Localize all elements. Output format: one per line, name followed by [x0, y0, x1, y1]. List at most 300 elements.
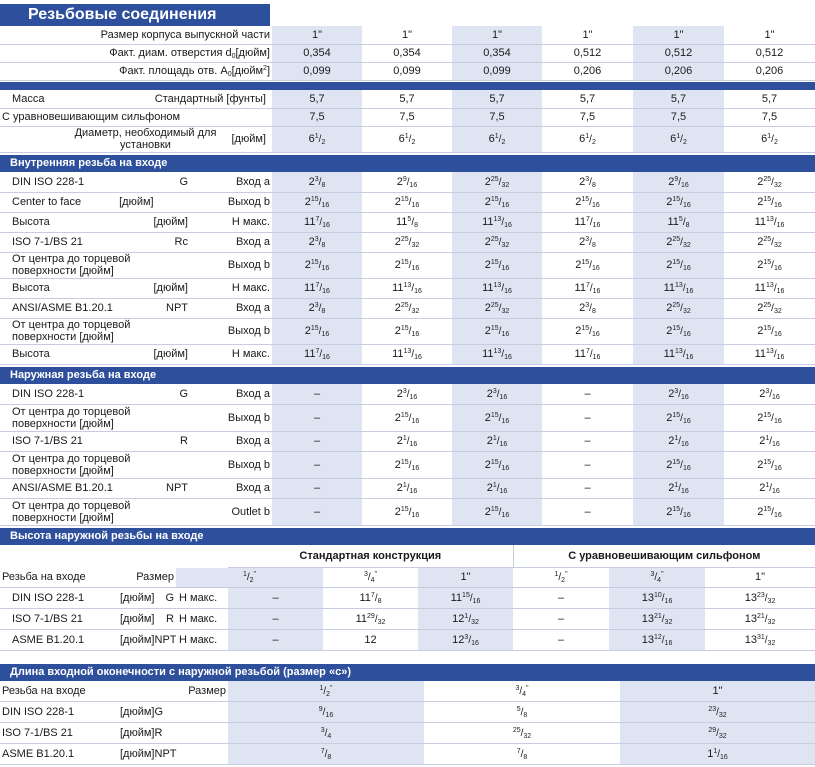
ext-height-value	[323, 608, 418, 629]
fraction-den: 16	[773, 417, 782, 425]
center-face-cell	[0, 192, 200, 212]
fraction-whole: 2	[666, 302, 673, 314]
fraction-num: 15	[400, 259, 409, 266]
fraction-slash: /	[501, 283, 505, 294]
internal-out-row	[0, 192, 815, 212]
fraction-whole: 2	[394, 325, 401, 337]
fraction-den: 16	[501, 331, 510, 338]
fraction-num: 13	[766, 348, 774, 355]
outlet-value	[272, 404, 362, 431]
fraction-den: 16	[664, 597, 673, 605]
fraction-whole: 13	[641, 633, 654, 646]
fraction-num: 15	[672, 458, 681, 466]
height-unit: [дюйм]	[153, 348, 188, 360]
ext-height-value	[609, 629, 705, 650]
thread-name-wrap	[2, 236, 198, 248]
ext-height-value	[609, 608, 705, 629]
fraction-whole: 2	[486, 387, 493, 400]
fraction-value: 7,5	[761, 111, 778, 123]
fraction-den: 32	[767, 639, 776, 647]
thread-standard: DIN ISO 228-1	[0, 701, 118, 722]
fraction-whole: 13	[744, 612, 757, 625]
fraction-num: 1	[674, 435, 679, 442]
fraction-slash: /	[716, 706, 719, 718]
fraction-whole: 2	[757, 196, 764, 208]
fraction-whole: 2	[666, 196, 673, 208]
size-header	[424, 681, 620, 701]
fraction-slash: /	[520, 706, 524, 718]
fraction-whole: 11	[482, 348, 494, 360]
fraction-value: 0,512	[755, 47, 784, 59]
hmax-value	[452, 344, 542, 364]
hmax-value	[362, 344, 452, 364]
fraction-slash: /	[589, 326, 592, 337]
fraction-slash: /	[408, 197, 412, 208]
fraction-value	[759, 435, 780, 447]
fraction-whole: 13	[641, 591, 654, 604]
blank-cell	[0, 545, 228, 567]
outlet-value	[724, 451, 815, 478]
fraction-value	[575, 282, 601, 294]
fraction-value: 5,7	[670, 92, 687, 105]
fraction-whole: 2	[484, 458, 491, 471]
fraction-num: 1	[765, 435, 770, 442]
fraction-den: 16	[664, 639, 673, 647]
inlet-value	[362, 298, 452, 318]
fraction-num: 1	[492, 435, 497, 442]
outlet-value	[452, 252, 542, 278]
fraction-num: 9	[318, 705, 323, 713]
fraction-den: 4	[370, 577, 375, 584]
fraction-value	[666, 302, 691, 314]
internal-height-row	[0, 212, 815, 232]
top-row	[0, 44, 815, 62]
unit-wrap	[120, 726, 163, 739]
fraction-num: 1	[404, 133, 409, 140]
fraction-whole: 2	[575, 325, 582, 337]
bellows-header: С уравновешивающим сильфоном	[513, 545, 815, 567]
fraction-num: 15	[400, 505, 409, 513]
fraction-value	[757, 259, 782, 271]
fraction-value	[309, 176, 326, 188]
diam-wrap	[2, 127, 270, 151]
fraction-den: 32	[682, 242, 691, 249]
fraction-slash: /	[319, 217, 323, 228]
inlet-value	[452, 431, 542, 451]
fraction-num: 7	[516, 747, 521, 755]
fraction-num: 7	[370, 591, 375, 599]
diam-value	[633, 126, 724, 152]
fraction-value	[396, 216, 418, 228]
fraction-num: 15	[672, 196, 681, 203]
fraction-value	[485, 236, 510, 248]
fraction-slash: /	[498, 134, 502, 145]
fraction-whole: 2	[759, 482, 766, 494]
inlet-value	[724, 431, 815, 451]
fraction-value: 7,5	[670, 111, 687, 123]
fraction-value	[487, 482, 508, 494]
fraction-den: 32	[501, 242, 510, 249]
fraction-whole: 6	[579, 133, 586, 145]
fraction-den: 16	[773, 464, 782, 472]
outlet-value	[542, 451, 633, 478]
fraction-value	[667, 216, 689, 228]
fraction-slash: /	[318, 326, 322, 337]
fraction-whole: 2	[304, 325, 311, 337]
length-row	[0, 701, 815, 722]
hmax-value	[362, 278, 452, 298]
fraction-num: 1	[242, 571, 247, 578]
inlet-value	[362, 232, 452, 252]
fraction-slash: /	[498, 459, 502, 471]
fraction-slash: /	[654, 572, 658, 583]
thread-standard: ISO 7-1/BS 21	[0, 722, 118, 743]
fraction-num: 10	[653, 591, 662, 599]
fraction-den: 8	[414, 222, 418, 229]
center-face-cell	[0, 404, 200, 431]
fraction-whole: 2	[668, 435, 675, 447]
fraction-den: 16	[472, 597, 481, 605]
fraction-slash: /	[322, 706, 326, 718]
ext-height-value	[418, 629, 513, 650]
hmax-value	[633, 344, 724, 364]
fraction-value	[397, 482, 418, 494]
fraction-den: 16	[591, 331, 600, 338]
inlet-label: Вход a	[200, 298, 272, 318]
fraction-value	[395, 196, 420, 208]
fraction-den: 4	[657, 577, 662, 584]
fraction-whole: 2	[308, 302, 315, 314]
ext-height-value	[705, 629, 815, 650]
fraction-den: 16	[409, 181, 418, 189]
fraction-den: 16	[321, 202, 330, 209]
fraction-slash: /	[771, 303, 774, 314]
fraction-den: 32	[773, 242, 782, 249]
hmax-value	[724, 212, 815, 232]
outlet-value	[272, 318, 362, 344]
size-value	[650, 571, 663, 583]
fraction-value: 12	[364, 633, 377, 646]
thread-name-wrap	[2, 302, 198, 314]
fraction-value	[304, 348, 330, 360]
inlet-value	[362, 172, 452, 192]
fraction-den: 4	[327, 732, 332, 740]
inlet-value	[452, 384, 542, 404]
fraction-value	[485, 506, 510, 518]
fraction-den: 2	[326, 690, 331, 698]
inlet-value	[272, 172, 362, 192]
fraction-den: 8	[591, 181, 596, 189]
fraction-whole: 6	[761, 133, 768, 145]
fraction-den: 32	[523, 732, 532, 740]
fraction-num: 9	[402, 175, 407, 183]
fraction-num: 3	[363, 571, 368, 578]
fraction-num: 7	[315, 282, 320, 289]
inlet-value	[272, 384, 362, 404]
fraction-den: 16	[504, 222, 512, 229]
inlet-value	[452, 298, 542, 318]
fraction-slash: /	[498, 303, 502, 314]
fraction-whole: 2	[666, 236, 673, 248]
size-text: 1"	[755, 571, 766, 583]
fraction-num: 5	[678, 216, 683, 223]
external-thread-table	[0, 384, 815, 526]
fraction-slash: /	[771, 412, 774, 424]
fraction-value: 7,5	[579, 111, 596, 123]
fraction-num: 12	[653, 633, 662, 641]
top-value	[272, 62, 362, 80]
fraction-den: 8	[685, 222, 690, 229]
fraction-value	[759, 482, 780, 494]
fraction-den: 16	[682, 464, 691, 472]
fraction-whole: 13	[744, 633, 757, 646]
size-value	[319, 685, 332, 697]
size-value	[364, 571, 377, 583]
fraction-slash: /	[498, 237, 502, 248]
fraction-num: 3	[464, 633, 469, 641]
diam-text: Диаметр, необходимый для установки	[74, 127, 217, 151]
ext-height-value	[418, 587, 513, 608]
fraction-value	[397, 435, 418, 447]
fraction-value	[757, 412, 782, 424]
fraction-whole: 6	[308, 133, 315, 145]
fraction-value	[305, 325, 330, 337]
fraction-value	[666, 412, 691, 424]
outlet-value	[362, 192, 452, 212]
hmax-label: H макс.	[176, 587, 228, 608]
hmax-value	[724, 278, 815, 298]
fraction-num: 15	[310, 325, 319, 332]
fraction-slash: /	[411, 217, 415, 228]
fraction-den: 16	[773, 202, 782, 209]
outlet-value	[272, 451, 362, 478]
thread-standard: ASME B1.20.1	[12, 633, 85, 646]
fraction-whole: 11	[482, 216, 494, 228]
fraction-den: 16	[504, 288, 512, 295]
fraction-value	[485, 412, 510, 424]
inlet-value	[452, 172, 542, 192]
fraction-den: 16	[591, 202, 600, 209]
fraction-num: 13	[766, 216, 774, 223]
fraction-slash: /	[374, 592, 378, 604]
hmax-label: H макс.	[176, 608, 228, 629]
fraction-value	[485, 325, 510, 337]
thread-unit: [дюйм]	[120, 747, 155, 760]
length-value	[620, 743, 815, 764]
fraction-whole: 2	[396, 482, 403, 494]
fraction-whole: 2	[396, 435, 403, 447]
fraction-whole: 2	[394, 458, 401, 471]
label-superscript: 2	[263, 64, 267, 72]
height-label: Высота	[12, 216, 50, 228]
length-value	[620, 722, 815, 743]
mass-value	[724, 108, 815, 126]
fraction-value: 1"	[491, 28, 503, 41]
fraction-slash: /	[769, 436, 772, 447]
fraction-num: 1	[674, 482, 679, 489]
hmax-value	[542, 344, 633, 364]
outlet-value	[452, 404, 542, 431]
outlet-value	[452, 498, 542, 525]
fraction-value: 0,354	[303, 47, 331, 59]
fraction-value	[452, 634, 479, 646]
fraction-value	[642, 634, 673, 646]
top-value	[724, 26, 815, 44]
unit-wrap	[120, 705, 164, 718]
outlet-value	[724, 498, 815, 525]
fraction-num: 25	[672, 302, 681, 309]
fraction-whole: 11	[663, 282, 676, 294]
thread-standard: ANSI/ASME B1.20.1	[12, 302, 113, 314]
height-label: Высота	[12, 282, 50, 294]
fraction-den: 16	[776, 222, 785, 229]
fraction-value: –	[584, 411, 591, 424]
fraction-den: 16	[411, 331, 420, 338]
fraction-slash: /	[408, 326, 412, 337]
thread-unit: [дюйм]	[120, 633, 155, 646]
fraction-den: 16	[411, 417, 420, 425]
fraction-whole: 2	[668, 175, 675, 188]
fraction-whole: 2	[757, 411, 764, 424]
inlet-value	[542, 172, 633, 192]
fraction-den: 2	[591, 139, 596, 146]
fraction-value: –	[272, 633, 279, 646]
fraction-value	[666, 259, 691, 271]
std-construction-header: Стандартная конструкция	[228, 545, 513, 567]
thread-standard-cell	[0, 629, 118, 650]
fraction-slash: /	[773, 283, 777, 294]
thread-standard: DIN ISO 228-1	[12, 387, 85, 400]
outlet-value	[452, 192, 542, 212]
external-in-row	[0, 478, 815, 498]
fraction-whole: 2	[486, 435, 493, 447]
fraction-num: 3	[314, 236, 319, 243]
fraction-value	[305, 259, 330, 271]
diam-value	[452, 126, 542, 152]
size-value	[755, 571, 765, 583]
fraction-num: 1	[402, 482, 407, 489]
size-text: 1"	[712, 684, 723, 697]
top-value	[724, 44, 815, 62]
unit-wrap	[120, 634, 174, 646]
fraction-num: 21	[653, 612, 662, 620]
thread-standard-cell	[0, 608, 118, 629]
fraction-den: 2	[501, 139, 506, 146]
fraction-whole: 2	[304, 259, 311, 271]
size-header	[620, 681, 815, 701]
fraction-value: –	[272, 591, 279, 604]
thread-standard-cell	[0, 587, 118, 608]
mass-title: Масса	[12, 92, 45, 105]
fraction-slash: /	[408, 237, 412, 248]
size-header	[609, 567, 705, 587]
top-row-label: Факт. диам. отверстия $d_0[дюйм]$	[0, 44, 272, 62]
fraction-den: 16	[773, 265, 782, 272]
fraction-den: 16	[499, 488, 508, 495]
fraction-den: 16	[325, 711, 334, 719]
fraction-whole: 2	[484, 175, 491, 188]
top-row	[0, 26, 815, 44]
fraction-den: 16	[685, 354, 694, 361]
outlet-value	[452, 318, 542, 344]
mass-value	[724, 90, 815, 108]
thread-code: G	[179, 175, 188, 188]
thread-code: R	[154, 726, 163, 739]
fraction-value	[487, 388, 508, 400]
fraction-num: 15	[310, 259, 319, 266]
spacer	[0, 656, 815, 662]
fraction-whole: 2	[394, 302, 401, 314]
fraction-den: 2	[561, 577, 566, 584]
inlet-value	[272, 232, 362, 252]
fraction-slash: /	[501, 217, 505, 228]
fraction-slash: /	[589, 283, 593, 294]
fraction-num: 15	[310, 196, 319, 203]
fraction-num: 1	[713, 747, 718, 755]
fraction-den: 16	[471, 639, 479, 647]
fraction-whole: 2	[668, 387, 675, 400]
fraction-slash: /	[682, 349, 686, 360]
fraction-value	[304, 282, 330, 294]
fraction-slash: /	[318, 134, 322, 145]
ext-height-value	[228, 629, 323, 650]
fraction-whole: 11	[574, 282, 586, 294]
fraction-slash: /	[773, 217, 777, 228]
top-value	[633, 44, 724, 62]
outlet-value	[362, 318, 452, 344]
fraction-whole: 11	[754, 282, 767, 294]
fraction-whole: 2	[757, 325, 764, 337]
external-in-row	[0, 431, 815, 451]
mass-std-label	[0, 90, 272, 108]
fraction-num: 15	[400, 196, 409, 203]
fraction-slash: /	[408, 459, 412, 471]
fraction-num: 3	[585, 302, 590, 309]
outlet-label: Выход b	[200, 318, 272, 344]
fraction-num: 1	[492, 482, 497, 489]
ext-height-row	[0, 629, 815, 650]
fraction-num: 25	[400, 302, 409, 309]
thread-name-cell	[0, 431, 200, 451]
fraction-num: 7	[320, 747, 325, 755]
fraction-num: 1	[765, 482, 770, 489]
fraction-slash: /	[678, 436, 681, 447]
fraction-value: –	[313, 411, 321, 424]
fraction-value	[664, 282, 694, 294]
fraction-value	[397, 388, 418, 400]
outlet-value	[633, 451, 724, 478]
fraction-whole: 13	[744, 591, 757, 604]
fraction-slash: /	[408, 134, 412, 145]
fraction-slash: /	[771, 134, 774, 145]
outlet-value	[633, 252, 724, 278]
fraction-whole: 11	[574, 216, 586, 228]
fraction-value	[755, 282, 785, 294]
fraction-value	[485, 259, 510, 271]
fraction-den: 16	[773, 511, 782, 519]
fraction-num: 15	[672, 325, 681, 332]
fraction-value	[485, 176, 510, 188]
fraction-value: –	[584, 482, 591, 494]
outlet-value	[542, 404, 633, 431]
fraction-num: 15	[581, 259, 590, 266]
inlet-value	[452, 478, 542, 498]
fraction-value	[579, 236, 596, 248]
fraction-num: 13	[766, 282, 774, 289]
fraction-whole: 11	[574, 348, 586, 360]
thread-name-cell	[0, 478, 200, 498]
fraction-value: –	[557, 633, 565, 646]
